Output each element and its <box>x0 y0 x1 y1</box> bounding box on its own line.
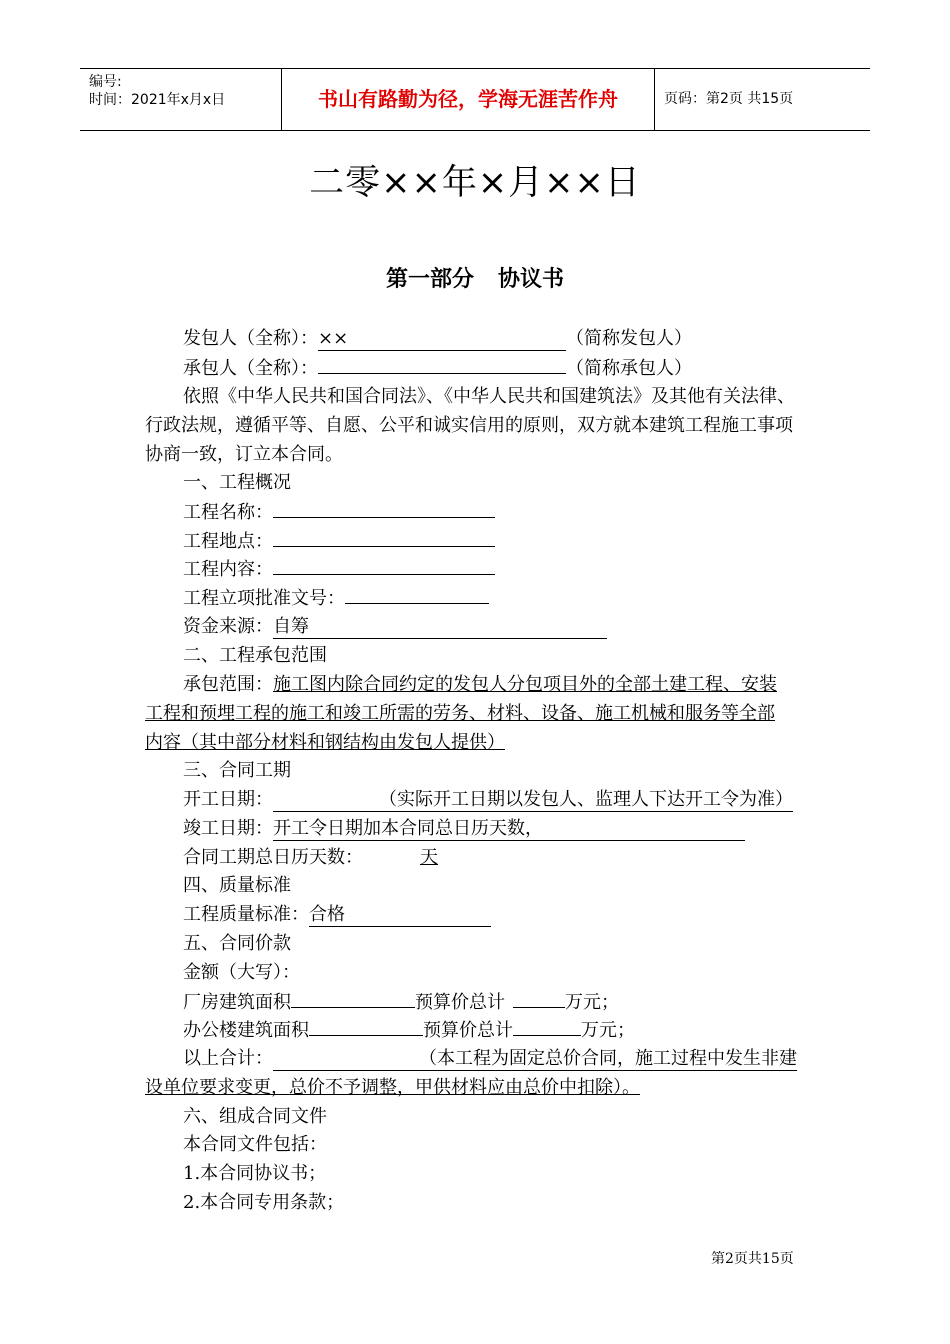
employer-label: 发包人（全称）： <box>183 328 318 349</box>
contract-doc-item-1: 1.本合同协议书； <box>183 1163 327 1184</box>
total-days-unit: 天 <box>420 847 438 868</box>
factory-budget-blank <box>513 989 565 1008</box>
amount-label: 金额（大写）： <box>183 962 300 983</box>
sec6-title: 六、组成合同文件 <box>183 1106 327 1127</box>
total-line <box>183 1046 797 1072</box>
quality-label: 工程质量标准： <box>183 904 309 925</box>
sec4-title: 四、质量标准 <box>183 875 291 896</box>
employer-value: ×× <box>318 328 566 351</box>
header-motto: 书山有路勤为径，学海无涯苦作舟 <box>282 69 655 130</box>
scope-line-3: 内容（其中部分材料和钢结构由发包人提供） <box>145 732 505 753</box>
part-title-right: 协议书 <box>498 267 565 292</box>
number-label: 编号: <box>89 74 122 90</box>
office-budget-blank <box>513 1017 581 1036</box>
end-date-value: 开工令日期加本合同总日历天数， <box>273 818 745 841</box>
office-budget-label: 预算价总计 <box>423 1020 513 1041</box>
part-title-left: 第一部分 <box>385 267 474 292</box>
scope-line-1 <box>183 672 777 698</box>
fund-line <box>183 614 607 640</box>
factory-line <box>183 989 619 1016</box>
page-header <box>80 68 870 131</box>
start-date-line <box>183 787 793 813</box>
date-title: 二零××年×月××日 <box>309 163 641 203</box>
header-meta-cell <box>80 69 282 130</box>
preamble-line-1: 依照《中华人民共和国合同法》、《中华人民共和国建筑法》及其他有关法律、 <box>183 386 795 407</box>
end-date-label: 竣工日期： <box>183 818 273 839</box>
employer-short: （简称发包人） <box>566 328 692 349</box>
scope-label: 承包范围： <box>183 674 273 695</box>
part-title <box>0 262 950 293</box>
project-name-line <box>183 499 495 526</box>
sec3-title: 三、合同工期 <box>183 760 291 781</box>
office-label: 办公楼建筑面积 <box>183 1020 309 1041</box>
total-note-1: （本工程为固定总价合同，施工过程中发生非建 <box>273 1048 797 1071</box>
fund-label: 资金来源： <box>183 616 273 637</box>
header-page-info: 页码：第2页 共15页 <box>664 91 794 107</box>
quality-line <box>183 902 491 928</box>
approval-blank <box>345 585 489 604</box>
total-days-label: 合同工期总日历天数： <box>183 847 363 868</box>
project-name-label: 工程名称： <box>183 502 273 523</box>
contract-docs-intro: 本合同文件包括： <box>183 1134 327 1155</box>
page-footer: 第2页共15页 <box>711 1251 794 1267</box>
scope-text-1: 施工图内除合同约定的发包人分包项目外的全部土建工程、安装 <box>273 674 777 695</box>
contract-doc-item-2: 2.本合同专用条款； <box>183 1192 345 1213</box>
factory-budget-label: 预算价总计 <box>415 992 505 1013</box>
project-content-label: 工程内容： <box>183 559 273 580</box>
start-date-note: （实际开工日期以发包人、监理人下达开工令为准） <box>273 789 793 812</box>
project-location-blank <box>273 528 495 547</box>
total-note-2: 设单位要求变更，总价不予调整，甲供材料应由总价中扣除）。 <box>145 1077 640 1098</box>
preamble-line-3: 协商一致，订立本合同。 <box>145 444 343 465</box>
project-location-label: 工程地点： <box>183 531 273 552</box>
project-name-blank <box>273 499 495 518</box>
scope-line-2: 工程和预埋工程的施工和竣工所需的劳务、材料、设备、施工机械和服务等全部 <box>145 703 775 724</box>
factory-unit: 万元； <box>565 992 619 1013</box>
contractor-line <box>183 355 692 382</box>
office-area-blank <box>309 1017 423 1036</box>
office-unit: 万元； <box>581 1020 635 1041</box>
office-line <box>183 1017 635 1044</box>
project-location-line <box>183 528 495 555</box>
total-label: 以上合计： <box>183 1048 273 1069</box>
approval-label: 工程立项批准文号： <box>183 588 345 609</box>
total-days-line <box>183 845 438 871</box>
contractor-label: 承包人（全称）： <box>183 358 318 379</box>
sec5-title: 五、合同价款 <box>183 933 291 954</box>
fund-value: 自筹 <box>273 616 607 639</box>
project-content-blank <box>273 556 495 575</box>
project-content-line <box>183 556 495 583</box>
factory-area-blank <box>291 989 415 1008</box>
approval-line <box>183 585 489 612</box>
time-label: 时间：2021年x月x日 <box>89 92 226 108</box>
employer-line <box>183 326 692 352</box>
preamble-line-2: 行政法规，遵循平等、自愿、公平和诚实信用的原则，双方就本建筑工程施工事项 <box>145 415 793 436</box>
contractor-short: （简称承包人） <box>566 358 692 379</box>
contractor-blank <box>318 355 566 374</box>
start-date-label: 开工日期： <box>183 789 273 810</box>
sec1-title: 一、工程概况 <box>183 472 291 493</box>
sec2-title: 二、工程承包范围 <box>183 645 327 666</box>
factory-label: 厂房建筑面积 <box>183 992 291 1013</box>
quality-value: 合格 <box>309 904 491 927</box>
end-date-line <box>183 816 745 842</box>
